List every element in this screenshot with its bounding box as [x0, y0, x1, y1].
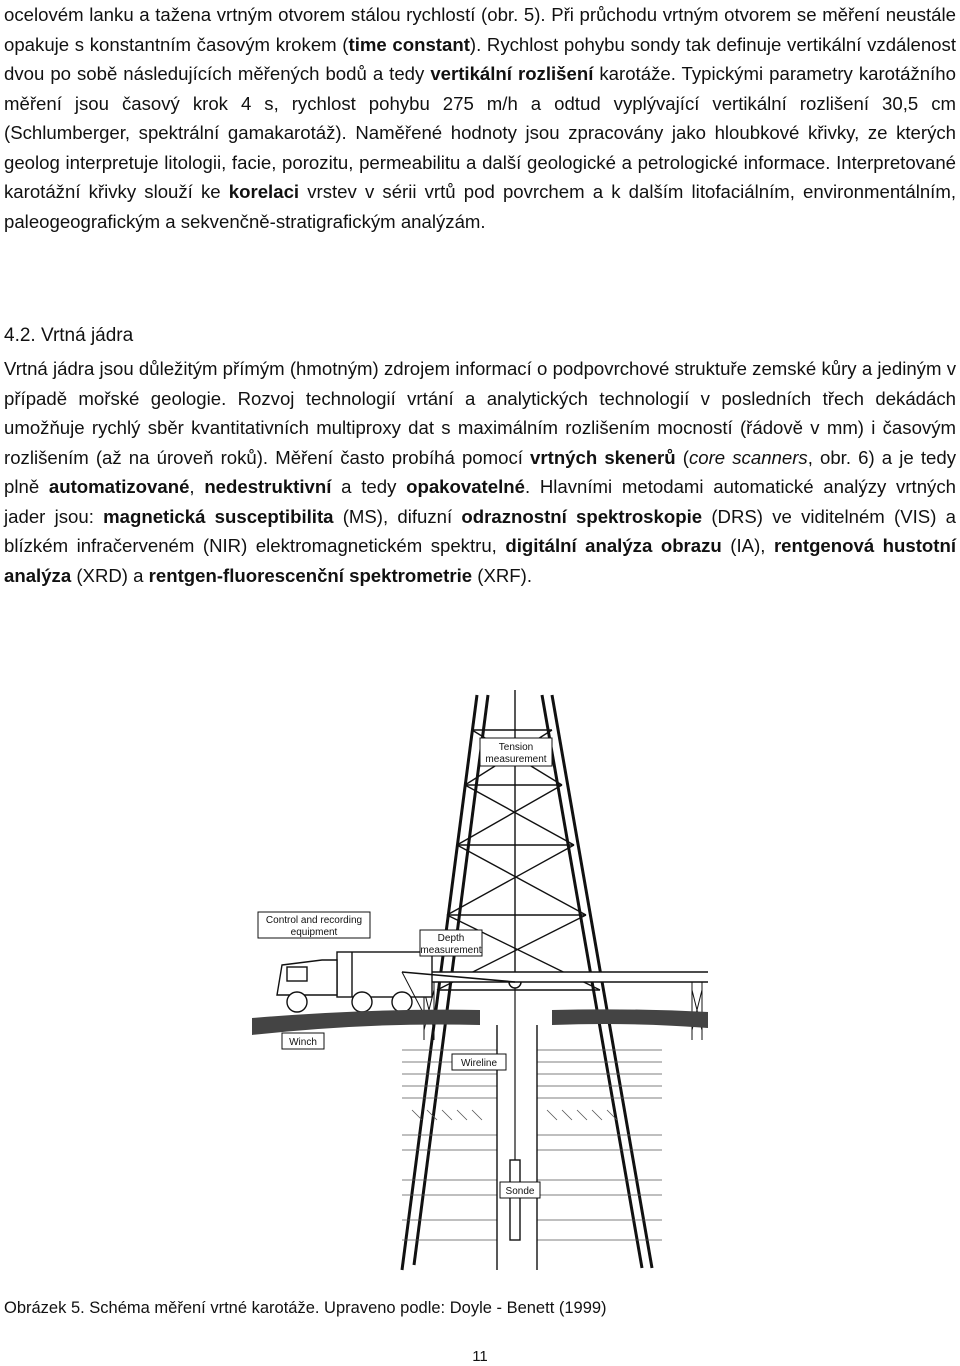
italic-term: core scanners [688, 446, 808, 468]
winch-label: Winch [289, 1037, 317, 1048]
bold-term: opakovatelné [406, 476, 525, 497]
bold-term: automatizované [48, 476, 190, 497]
page-number: 11 [472, 1348, 488, 1365]
figure-caption: Obrázek 5. Schéma měření vrtné karotáže. Upraveno podle: Doyle - Benett (1999) [4, 1299, 607, 1317]
text-run: (DRS) ve viditelném (VIS) a blízkém infračerveném (NIR) elektromagnetickém spektru, [4, 505, 956, 556]
bold-term: digitální analýza obrazu [505, 535, 722, 556]
control-label-line1: Control and recording [265, 915, 363, 926]
logging-truck [277, 952, 432, 1012]
tension-label-line2: measurement [485, 754, 547, 765]
bold-term: vertikální rozlišení [430, 63, 594, 84]
ground-right [552, 1009, 708, 1028]
depth-label-line2: measurement [420, 945, 482, 956]
figure-drawing [252, 690, 708, 1275]
sonde-tool [510, 1160, 520, 1240]
section-heading: 4.2. Vrtná jádra [4, 325, 134, 346]
text-run: (XRD) a [71, 564, 149, 586]
text-run: , obr. 6) a je tedy plně [4, 446, 956, 497]
sonde-label: Sonde [505, 1186, 535, 1197]
bold-term: time constant [348, 33, 470, 55]
text-run: (MS), difuzní [333, 505, 462, 527]
text-run: (IA), [721, 535, 774, 556]
bold-term: korelaci [228, 181, 300, 202]
text-run: a tedy [331, 476, 407, 497]
tension-label-line1: Tension [498, 742, 534, 753]
bold-term: magnetická susceptibilita [103, 505, 334, 527]
control-label-line2: equipment [290, 927, 338, 938]
text-run: (XRF). [472, 564, 532, 586]
wireline-label: Wireline [460, 1058, 498, 1069]
text-run: karotáže. Typickými parametry karotážního měření jsou časový krok 4 s, rychlost pohybu 275 m/h a odtud vyplývající vertikální rozlišení 30,5 cm (Schlumberger, spektrální gamakarotáž). Naměřené hodnoty jsou zpracovány jako hloubkové křivky, ze kterých geolog interpretuje litologii, facie, porozitu, permeabilitu a další geologické a petrologické informace. Interpretované karotážní křivky slouží ke [4, 63, 956, 202]
depth-label-line1: Depth [437, 933, 465, 944]
bold-term: vrtných skenerů [530, 446, 676, 468]
bold-term: odraznostní spektroskopie [461, 505, 703, 527]
rock-strata [402, 1050, 662, 1240]
bold-term: rentgenová hustotní analýza [4, 535, 956, 586]
bold-term: nedestruktivní [204, 476, 332, 497]
wireline-logging-figure [252, 690, 708, 1275]
bold-term: rentgen-fluorescenční spektrometrie [148, 564, 473, 586]
text-run: ). Rychlost pohybu sondy tak definuje vertikální vzdálenost dvou po sobě následujících měřených bodů a tedy [4, 33, 956, 84]
text-run: ( [675, 446, 689, 468]
text-run: ocelovém lanku a tažena vrtným otvorem stálou rychlostí (obr. 5). Při průchodu vrtným otvorem se měření neustále opakuje s konstantním časovým krokem ( [4, 4, 956, 55]
text-run: . Hlavními metodami automatické analýzy vrtných jader jsou: [4, 476, 956, 527]
paragraph-logging [4, 0, 956, 236]
paragraph-cores [4, 354, 956, 590]
text-run: vrstev v sérii vrtů pod povrchem a k dalším litofaciálním, environmentálním, paleogeografickým a sekvenčně-stratigrafickým analýzám. [4, 181, 956, 232]
text-run: , [189, 476, 205, 497]
text-run: Vrtná jádra jsou důležitým přímým (hmotným) zdrojem informací o podpovrchové struktuře zemské kůry a jediným v případě mořské geologie. Rozvoj technologií vrtání a analytických technologií v posledních třech dekádách umožňuje rychlý sběr kvantitativních multiproxy dat s maximálním rozlišením mocností (řádově v mm) i časovým rozlišením (až na úroveň roků). Měření často probíhá pomocí [4, 358, 956, 468]
